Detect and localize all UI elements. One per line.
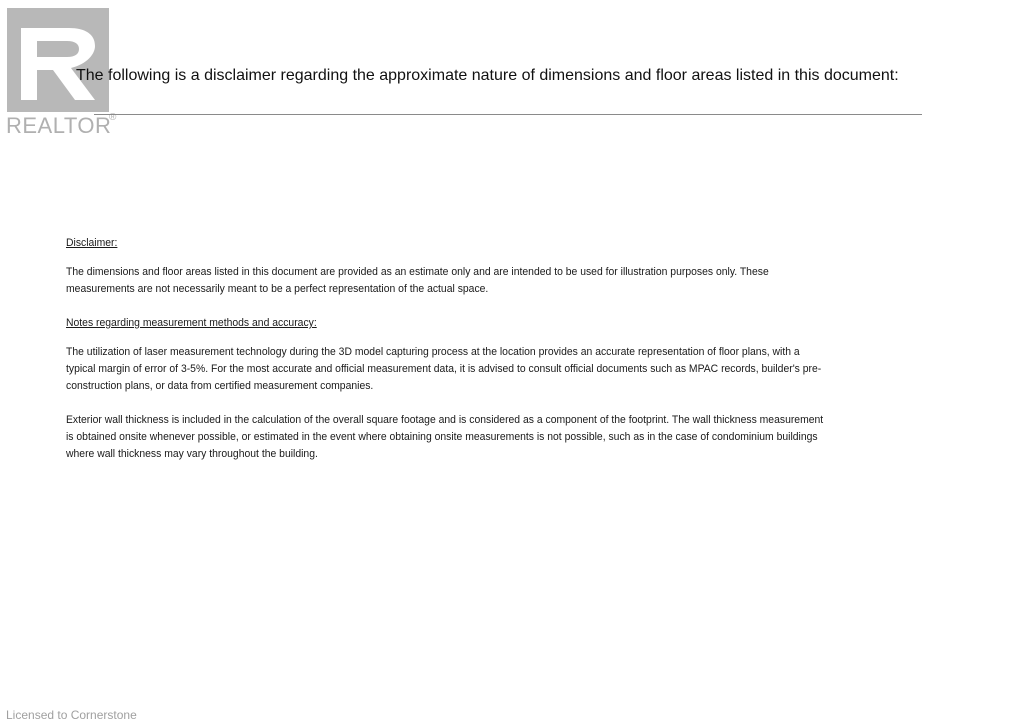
realtor-r-icon — [7, 8, 109, 112]
disclaimer-title: Disclaimer: — [66, 237, 118, 249]
notes-title: Notes regarding measurement methods and accuracy: — [66, 317, 317, 329]
notes-paragraph-accuracy: The utilization of laser measurement technology during the 3D model capturing process at the location provides an accurate representation of floor plans, with a typical margin of error of 3-5%. For the most accurate and official measurement data, it is advised to consult official documents such as MPAC records, builder's pre-construction plans, or data from certified measurement companies. — [66, 346, 822, 392]
realtor-logo-text: REALTOR — [6, 113, 112, 138]
divider — [94, 114, 922, 115]
page-heading: The following is a disclaimer regarding the approximate nature of dimensions and floor areas listed in this document: — [76, 67, 899, 84]
registered-mark: ® — [109, 112, 117, 123]
notes-paragraph-wall-thickness: Exterior wall thickness is included in the calculation of the overall square footage and is considered as a component of the footprint. The wall thickness measurement is obtained onsite whenever possible, or estimated in the event where obtaining onsite measurements is not possible, such as in the case of condominium buildings where wall thickness may vary throughout the building. — [66, 414, 824, 460]
disclaimer-document — [66, 235, 830, 480]
disclaimer-body: The dimensions and floor areas listed in this document are provided as an estimate only and are intended to be used for illustration purposes only. These measurements are not necessarily meant to be a perfect representation of the actual space. — [66, 266, 769, 295]
license-footer: Licensed to Cornerstone — [6, 708, 137, 722]
